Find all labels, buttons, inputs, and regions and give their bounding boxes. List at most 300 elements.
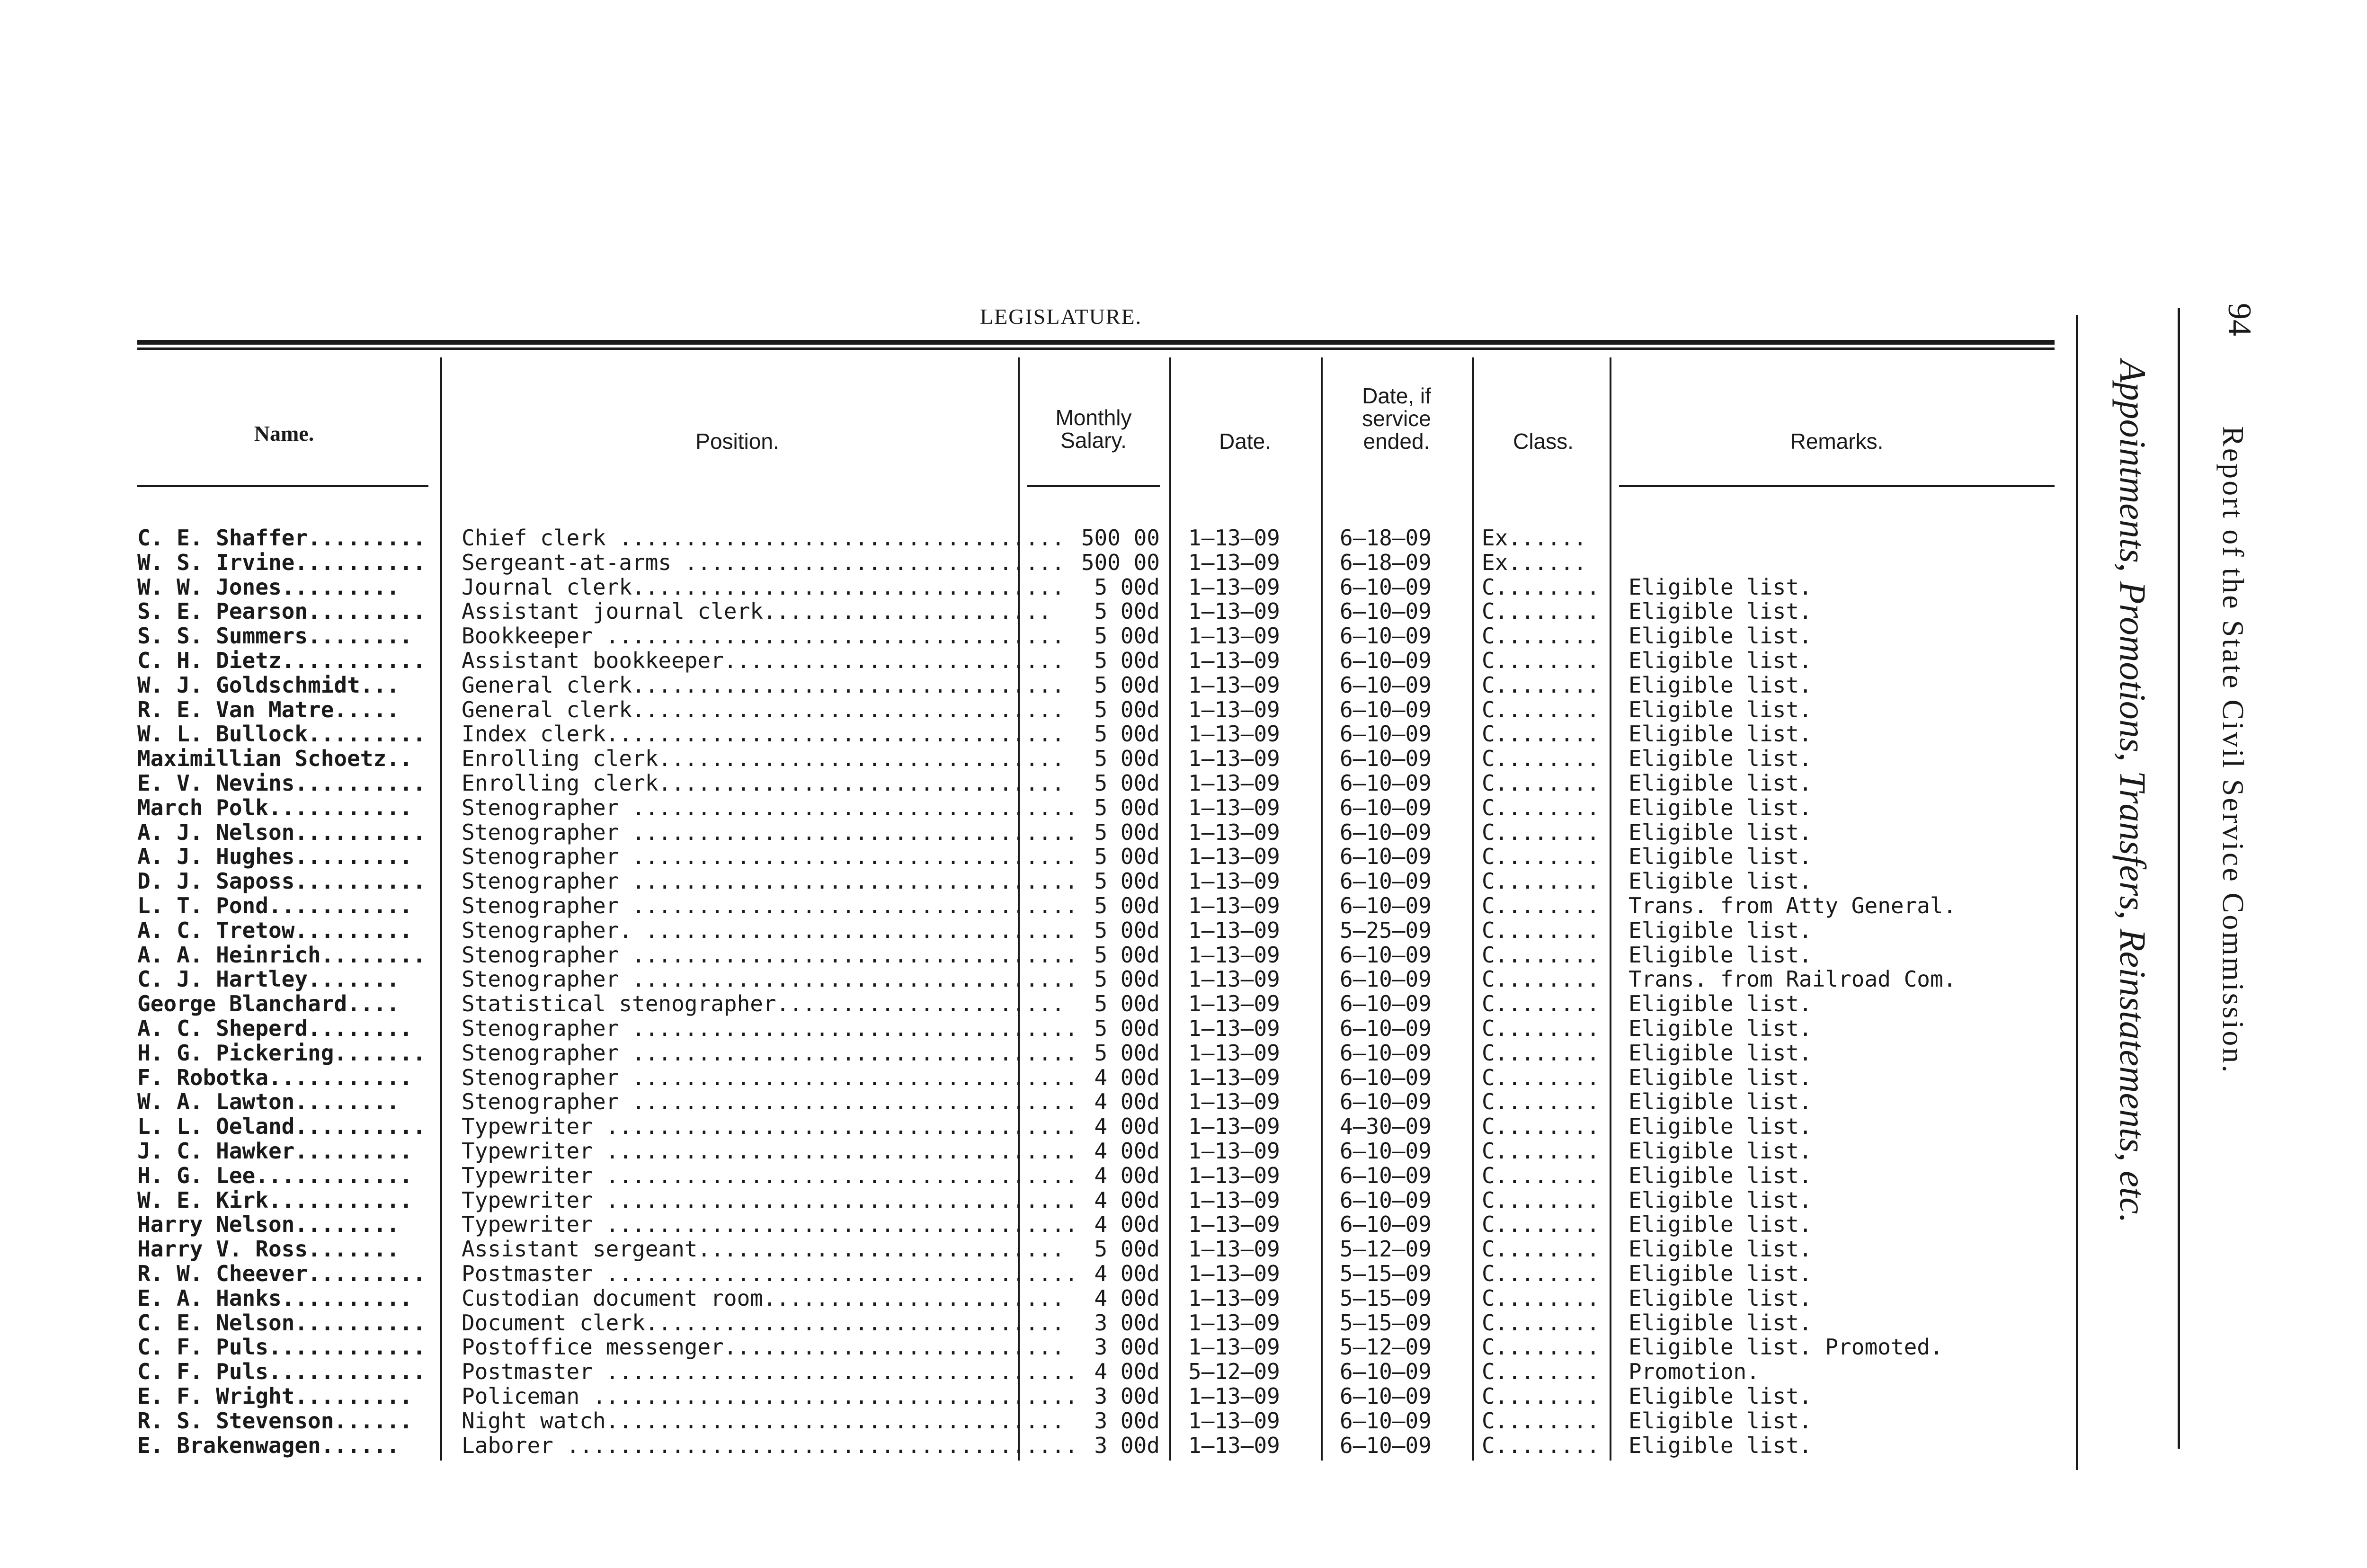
row-service-ended: 6—10—09	[1340, 1359, 1432, 1385]
row-date: 1—13—09	[1188, 1162, 1280, 1188]
row-name: W. L. Bullock.........	[137, 721, 426, 747]
row-name: Harry V. Ross.......	[137, 1236, 400, 1262]
header-underline	[1027, 485, 1160, 487]
row-name: R. E. Van Matre.....	[137, 696, 400, 722]
row-class: C........	[1482, 574, 1600, 600]
row-name: E. A. Hanks..........	[137, 1285, 413, 1311]
table-row	[0, 1286, 2083, 1310]
row-position: Sergeant-at-arms .............................	[462, 549, 1065, 575]
row-class: C........	[1482, 672, 1600, 698]
row-name: W. W. Jones.........	[137, 574, 400, 600]
row-service-ended: 6—18—09	[1340, 549, 1432, 575]
table-row	[0, 869, 2083, 893]
table-row	[0, 1188, 2083, 1212]
row-class: C........	[1482, 868, 1600, 894]
table-header-rule	[137, 347, 2055, 350]
row-position: Custodian document room.......................	[462, 1285, 1065, 1311]
row-class: C........	[1482, 1040, 1600, 1066]
row-name: W. J. Goldschmidt...	[137, 672, 400, 698]
table-row	[0, 795, 2083, 820]
row-position: Stenographer ..................................	[462, 1040, 1078, 1066]
row-date: 1—13—09	[1188, 1236, 1280, 1262]
row-class: C........	[1482, 1064, 1600, 1090]
row-remarks: Eligible list.	[1628, 1212, 1812, 1238]
row-remarks: Eligible list.	[1628, 868, 1812, 894]
row-name: L. L. Oeland..........	[137, 1114, 426, 1140]
row-service-ended: 6—10—09	[1340, 868, 1432, 894]
row-class: C........	[1482, 746, 1600, 772]
row-salary: 5 00d	[1094, 942, 1160, 968]
row-position: Stenographer ..................................	[462, 1089, 1078, 1115]
row-salary: 3 00d	[1094, 1334, 1160, 1360]
row-service-ended: 6—10—09	[1340, 1162, 1432, 1188]
table-row	[0, 1237, 2083, 1261]
row-position: Postmaster ....................................	[462, 1359, 1078, 1385]
row-name: W. A. Lawton........	[137, 1089, 400, 1115]
row-remarks: Eligible list.	[1628, 672, 1812, 698]
row-service-ended: 6—10—09	[1340, 648, 1432, 673]
row-salary: 4 00d	[1094, 1064, 1160, 1090]
row-class: C........	[1482, 1212, 1600, 1238]
table-row	[0, 1261, 2083, 1286]
row-date: 1—13—09	[1188, 794, 1280, 820]
row-date: 1—13—09	[1188, 1408, 1280, 1434]
row-position: Stenographer. .................................	[462, 917, 1078, 943]
row-class: C........	[1482, 1285, 1600, 1311]
row-date: 1—13—09	[1188, 1261, 1280, 1286]
row-name: A. J. Hughes.........	[137, 844, 413, 870]
row-position: Journal clerk.................................	[462, 574, 1065, 600]
header-service-ended: Date, if service ended.	[1362, 383, 1431, 454]
row-class: C........	[1482, 991, 1600, 1017]
row-date: 1—13—09	[1188, 623, 1280, 649]
row-service-ended: 6—10—09	[1340, 819, 1432, 845]
table-row	[0, 943, 2083, 967]
row-class: C........	[1482, 1432, 1600, 1458]
row-date: 1—13—09	[1188, 1040, 1280, 1066]
row-name: C. F. Puls............	[137, 1359, 426, 1385]
row-name: A. J. Nelson..........	[137, 819, 426, 845]
row-class: C........	[1482, 1016, 1600, 1041]
row-salary: 5 00d	[1094, 721, 1160, 747]
row-salary: 4 00d	[1094, 1162, 1160, 1188]
table-row	[0, 771, 2083, 795]
row-position: Typewriter ....................................	[462, 1162, 1078, 1188]
row-service-ended: 6—10—09	[1340, 746, 1432, 772]
row-salary: 4 00d	[1094, 1212, 1160, 1238]
row-position: Assistant sergeant............................	[462, 1236, 1065, 1262]
row-date: 1—13—09	[1188, 574, 1280, 600]
row-remarks: Eligible list.	[1628, 1285, 1812, 1311]
row-service-ended: 6—10—09	[1340, 844, 1432, 870]
row-remarks: Eligible list.	[1628, 1089, 1812, 1115]
row-class: C........	[1482, 1261, 1600, 1286]
table-row	[0, 1408, 2083, 1433]
row-service-ended: 6—10—09	[1340, 696, 1432, 722]
row-salary: 5 00d	[1094, 917, 1160, 943]
row-class: C........	[1482, 648, 1600, 673]
header-salary: Monthly Salary.	[1055, 405, 1132, 453]
header-class: Class.	[1513, 429, 1574, 454]
row-position: Statistical stenographer......................	[462, 991, 1065, 1017]
row-remarks: Eligible list.	[1628, 1064, 1812, 1090]
row-position: Stenographer ..................................	[462, 966, 1078, 992]
row-position: Typewriter ....................................	[462, 1212, 1078, 1238]
row-name: C. F. Puls............	[137, 1334, 426, 1360]
table-row	[0, 599, 2083, 624]
row-name: S. S. Summers........	[137, 623, 413, 649]
row-salary: 4 00d	[1094, 1114, 1160, 1140]
row-service-ended: 5—12—09	[1340, 1236, 1432, 1262]
row-remarks: Eligible list.	[1628, 1236, 1812, 1262]
row-date: 1—13—09	[1188, 598, 1280, 624]
row-date: 1—13—09	[1188, 942, 1280, 968]
row-date: 1—13—09	[1188, 746, 1280, 772]
row-name: W. E. Kirk...........	[137, 1187, 413, 1213]
row-position: Laborer .......................................	[462, 1432, 1078, 1458]
row-class: C........	[1482, 844, 1600, 870]
row-position: Stenographer ..................................	[462, 819, 1078, 845]
row-name: C. E. Shaffer.........	[137, 525, 426, 551]
table-row	[0, 1139, 2083, 1163]
row-date: 1—13—09	[1188, 1212, 1280, 1238]
header-date: Date.	[1219, 429, 1271, 454]
table-row	[0, 697, 2083, 722]
row-service-ended: 4—30—09	[1340, 1114, 1432, 1140]
page-number: 94	[2221, 303, 2258, 336]
row-service-ended: 6—10—09	[1340, 770, 1432, 796]
header-name: Name.	[254, 421, 314, 445]
row-remarks: Eligible list.	[1628, 1383, 1812, 1409]
row-remarks: Eligible list.	[1628, 942, 1812, 968]
row-salary: 5 00d	[1094, 672, 1160, 698]
table-row	[0, 746, 2083, 771]
row-date: 1—13—09	[1188, 917, 1280, 943]
row-class: C........	[1482, 1310, 1600, 1336]
row-salary: 4 00d	[1094, 1261, 1160, 1286]
table-row	[0, 918, 2083, 943]
row-position: Night watch...................................	[462, 1408, 1065, 1434]
row-salary: 5 00d	[1094, 794, 1160, 820]
row-salary: 5 00d	[1094, 819, 1160, 845]
row-remarks: Eligible list.	[1628, 1408, 1812, 1434]
table-top-rule	[137, 340, 2055, 345]
table-row	[0, 1359, 2083, 1384]
row-date: 1—13—09	[1188, 1114, 1280, 1140]
row-position: General clerk.................................	[462, 672, 1065, 698]
row-name: C. H. Dietz...........	[137, 648, 426, 673]
table-row	[0, 820, 2083, 845]
row-name: A. A. Heinrich........	[137, 942, 426, 968]
row-salary: 4 00d	[1094, 1285, 1160, 1311]
row-remarks: Eligible list.	[1628, 696, 1812, 722]
row-name: George Blanchard....	[137, 991, 400, 1017]
row-remarks: Trans. from Atty General.	[1628, 893, 1957, 918]
row-service-ended: 6—10—09	[1340, 1212, 1432, 1238]
table-row	[0, 722, 2083, 746]
row-class: C........	[1482, 598, 1600, 624]
row-service-ended: 6—10—09	[1340, 942, 1432, 968]
row-salary: 5 00d	[1094, 696, 1160, 722]
row-salary: 5 00d	[1094, 623, 1160, 649]
row-service-ended: 6—10—09	[1340, 1138, 1432, 1164]
row-date: 1—13—09	[1188, 893, 1280, 918]
row-position: Enrolling clerk...............................	[462, 770, 1065, 796]
row-salary: 5 00d	[1094, 893, 1160, 918]
row-service-ended: 6—10—09	[1340, 598, 1432, 624]
row-salary: 5 00d	[1094, 1236, 1160, 1262]
row-remarks: Eligible list.	[1628, 598, 1812, 624]
row-remarks: Eligible list. Promoted.	[1628, 1334, 1943, 1360]
table-row	[0, 1016, 2083, 1041]
row-date: 5—12—09	[1188, 1359, 1280, 1385]
row-class: C........	[1482, 794, 1600, 820]
table-row	[0, 648, 2083, 673]
row-name: E. Brakenwagen......	[137, 1432, 400, 1458]
table-row	[0, 1310, 2083, 1335]
table-row	[0, 1212, 2083, 1237]
header-underline	[1619, 485, 2055, 487]
row-service-ended: 6—10—09	[1340, 1016, 1432, 1041]
table-row	[0, 1163, 2083, 1188]
row-name: Harry Nelson........	[137, 1212, 400, 1238]
row-service-ended: 6—10—09	[1340, 574, 1432, 600]
row-salary: 5 00d	[1094, 598, 1160, 624]
row-remarks: Promotion.	[1628, 1359, 1760, 1385]
row-date: 1—13—09	[1188, 1432, 1280, 1458]
row-date: 1—13—09	[1188, 1187, 1280, 1213]
row-name: Maximillian Schoetz..	[137, 746, 413, 772]
table-row	[0, 1335, 2083, 1359]
row-name: W. S. Irvine..........	[137, 549, 426, 575]
row-salary: 3 00d	[1094, 1432, 1160, 1458]
row-position: Policeman .....................................	[462, 1383, 1078, 1409]
row-service-ended: 6—10—09	[1340, 794, 1432, 820]
row-service-ended: 5—15—09	[1340, 1310, 1432, 1336]
table-row	[0, 624, 2083, 648]
row-salary: 5 00d	[1094, 844, 1160, 870]
row-date: 1—13—09	[1188, 1089, 1280, 1115]
row-service-ended: 5—15—09	[1340, 1261, 1432, 1286]
row-date: 1—13—09	[1188, 1383, 1280, 1409]
row-class: C........	[1482, 1334, 1600, 1360]
row-date: 1—13—09	[1188, 549, 1280, 575]
row-salary: 5 00d	[1094, 770, 1160, 796]
row-name: J. C. Hawker.........	[137, 1138, 413, 1164]
header-underline	[137, 485, 428, 487]
row-date: 1—13—09	[1188, 1064, 1280, 1090]
margin-rule	[2076, 315, 2078, 1470]
row-salary: 5 00d	[1094, 868, 1160, 894]
row-service-ended: 6—10—09	[1340, 1432, 1432, 1458]
row-date: 1—13—09	[1188, 819, 1280, 845]
row-salary: 4 00d	[1094, 1187, 1160, 1213]
row-class: C........	[1482, 696, 1600, 722]
row-service-ended: 5—12—09	[1340, 1334, 1432, 1360]
row-salary: 5 00d	[1094, 1040, 1160, 1066]
section-title: LEGISLATURE.	[980, 304, 1142, 329]
row-position: Stenographer ..................................	[462, 1064, 1078, 1090]
table-row	[0, 1114, 2083, 1139]
row-name: D. J. Saposs..........	[137, 868, 426, 894]
row-name: A. C. Sheperd........	[137, 1016, 413, 1041]
row-remarks: Eligible list.	[1628, 819, 1812, 845]
row-salary: 4 00d	[1094, 1089, 1160, 1115]
row-date: 1—13—09	[1188, 721, 1280, 747]
row-service-ended: 6—10—09	[1340, 721, 1432, 747]
row-name: L. T. Pond...........	[137, 893, 413, 918]
row-salary: 5 00d	[1094, 991, 1160, 1017]
row-name: March Polk...........	[137, 794, 413, 820]
row-service-ended: 6—10—09	[1340, 623, 1432, 649]
row-salary: 500 00	[1081, 525, 1160, 551]
table-row	[0, 991, 2083, 1016]
row-class: C........	[1482, 1187, 1600, 1213]
row-remarks: Eligible list.	[1628, 1138, 1812, 1164]
row-name: A. C. Tretow.........	[137, 917, 413, 943]
row-class: C........	[1482, 942, 1600, 968]
row-position: General clerk.................................	[462, 696, 1065, 722]
row-salary: 4 00d	[1094, 1138, 1160, 1164]
row-salary: 3 00d	[1094, 1408, 1160, 1434]
row-position: Typewriter ....................................	[462, 1138, 1078, 1164]
row-date: 1—13—09	[1188, 1310, 1280, 1336]
row-date: 1—13—09	[1188, 1016, 1280, 1041]
row-salary: 3 00d	[1094, 1383, 1160, 1409]
row-date: 1—13—09	[1188, 770, 1280, 796]
row-class: C........	[1482, 1236, 1600, 1262]
row-service-ended: 6—10—09	[1340, 966, 1432, 992]
row-name: F. Robotka...........	[137, 1064, 413, 1090]
row-class: C........	[1482, 1408, 1600, 1434]
row-date: 1—13—09	[1188, 1285, 1280, 1311]
row-remarks: Eligible list.	[1628, 1040, 1812, 1066]
row-position: Stenographer ..................................	[462, 942, 1078, 968]
row-class: C........	[1482, 1383, 1600, 1409]
header-remarks: Remarks.	[1790, 429, 1884, 454]
row-service-ended: 6—10—09	[1340, 1383, 1432, 1409]
row-position: Assistant journal clerk......................	[462, 598, 1052, 624]
row-position: Stenographer ..................................	[462, 844, 1078, 870]
row-class: C........	[1482, 1089, 1600, 1115]
table-row	[0, 967, 2083, 991]
table-row	[0, 1433, 2083, 1458]
row-remarks: Eligible list.	[1628, 1016, 1812, 1041]
table-row	[0, 526, 2083, 550]
header-position: Position.	[695, 429, 779, 454]
row-class: C........	[1482, 893, 1600, 918]
row-position: Postoffice messenger..........................	[462, 1334, 1065, 1360]
row-position: Postmaster ....................................	[462, 1261, 1078, 1286]
side-title: Appointments, Promotions, Transfers, Reinstatements, etc.	[2112, 360, 2153, 1223]
table-row	[0, 1089, 2083, 1114]
row-name: E. V. Nevins..........	[137, 770, 426, 796]
row-date: 1—13—09	[1188, 868, 1280, 894]
row-class: C........	[1482, 917, 1600, 943]
row-date: 1—13—09	[1188, 672, 1280, 698]
row-remarks: Eligible list.	[1628, 794, 1812, 820]
row-class: Ex......	[1482, 549, 1587, 575]
row-class: C........	[1482, 966, 1600, 992]
row-date: 1—13—09	[1188, 696, 1280, 722]
row-remarks: Eligible list.	[1628, 1187, 1812, 1213]
row-date: 1—13—09	[1188, 966, 1280, 992]
row-class: C........	[1482, 1162, 1600, 1188]
row-remarks: Trans. from Railroad Com.	[1628, 966, 1957, 992]
row-position: Assistant bookkeeper..........................	[462, 648, 1065, 673]
margin-rule	[2178, 308, 2180, 1449]
row-service-ended: 6—10—09	[1340, 1408, 1432, 1434]
row-class: C........	[1482, 1359, 1600, 1385]
row-remarks: Eligible list.	[1628, 1114, 1812, 1140]
table-row	[0, 673, 2083, 697]
row-service-ended: 6—10—09	[1340, 1089, 1432, 1115]
row-remarks: Eligible list.	[1628, 648, 1812, 673]
row-class: C........	[1482, 623, 1600, 649]
row-position: Chief clerk ..................................	[462, 525, 1065, 551]
row-class: C........	[1482, 770, 1600, 796]
row-salary: 5 00d	[1094, 746, 1160, 772]
row-salary: 500 00	[1081, 549, 1160, 575]
row-name: C. E. Nelson..........	[137, 1310, 426, 1336]
row-remarks: Eligible list.	[1628, 1261, 1812, 1286]
row-service-ended: 6—18—09	[1340, 525, 1432, 551]
row-class: C........	[1482, 721, 1600, 747]
table-row	[0, 844, 2083, 869]
row-position: Stenographer ..................................	[462, 794, 1078, 820]
row-remarks: Eligible list.	[1628, 1432, 1812, 1458]
row-service-ended: 6—10—09	[1340, 1064, 1432, 1090]
row-name: E. F. Wright.........	[137, 1383, 413, 1409]
row-service-ended: 5—25—09	[1340, 917, 1432, 943]
row-class: C........	[1482, 1114, 1600, 1140]
row-position: Stenographer ..................................	[462, 893, 1078, 918]
row-remarks: Eligible list.	[1628, 1162, 1812, 1188]
row-class: C........	[1482, 1138, 1600, 1164]
row-name: R. W. Cheever.........	[137, 1261, 426, 1286]
row-service-ended: 6—10—09	[1340, 991, 1432, 1017]
row-salary: 4 00d	[1094, 1359, 1160, 1385]
row-remarks: Eligible list.	[1628, 1310, 1812, 1336]
row-position: Typewriter ....................................	[462, 1187, 1078, 1213]
row-service-ended: 6—10—09	[1340, 1040, 1432, 1066]
row-remarks: Eligible list.	[1628, 917, 1812, 943]
row-name: C. J. Hartley.......	[137, 966, 400, 992]
row-salary: 5 00d	[1094, 648, 1160, 673]
table-row	[0, 893, 2083, 918]
row-service-ended: 5—15—09	[1340, 1285, 1432, 1311]
row-remarks: Eligible list.	[1628, 991, 1812, 1017]
row-salary: 5 00d	[1094, 966, 1160, 992]
row-remarks: Eligible list.	[1628, 844, 1812, 870]
row-position: Typewriter ....................................	[462, 1114, 1078, 1140]
row-service-ended: 6—10—09	[1340, 893, 1432, 918]
row-name: H. G. Pickering.......	[137, 1040, 426, 1066]
row-date: 1—13—09	[1188, 1138, 1280, 1164]
row-salary: 5 00d	[1094, 574, 1160, 600]
row-date: 1—13—09	[1188, 1334, 1280, 1360]
row-salary: 3 00d	[1094, 1310, 1160, 1336]
row-position: Enrolling clerk...............................	[462, 746, 1065, 772]
row-date: 1—13—09	[1188, 844, 1280, 870]
row-remarks: Eligible list.	[1628, 574, 1812, 600]
row-date: 1—13—09	[1188, 991, 1280, 1017]
table-row	[0, 1065, 2083, 1090]
row-position: Stenographer ..................................	[462, 1016, 1078, 1041]
row-service-ended: 6—10—09	[1340, 672, 1432, 698]
row-name: H. G. Lee............	[137, 1162, 413, 1188]
row-class: Ex......	[1482, 525, 1587, 551]
